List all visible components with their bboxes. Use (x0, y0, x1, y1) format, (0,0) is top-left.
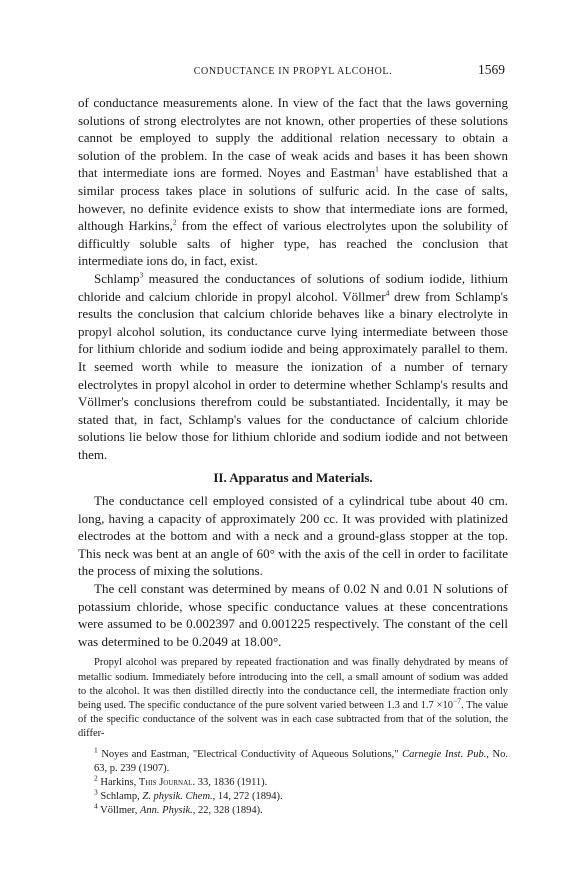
footnote-3: $^3$ Schlamp, Z. physik. Chem., 14, 272 (1894). (94, 787, 283, 803)
paragraph-1: of conductance measurements alone. In view of the fact that the laws governing solutions of strong electrolytes are not known, other properties of these solutions cannot be employed to supply the additional relation necessary to obtain a solution of the problem. In the case of weak acids and bases it has been shown that intermediate ions are formed. Noyes and Eastman$^1$ have established that a similar process takes place in solutions of sulfuric acid. In the case of salts, however, no definite evidence exists to show that intermediate ions are formed, although Harkins,$^2$ from the effect of various electrolytes upon the solubility of difficultly soluble salts of higher type, has reached the conclusion that intermediate ions do, in fact, exist. (78, 95, 508, 269)
paragraph-4: The cell constant was determined by means of 0.02 N and 0.01 N solutions of potassium chloride, whose specific conductance values at these concentrations were assumed to be 0.002397 and 0.001225 respectively. The constant of the cell was determined to be 0.2049 at 18.00°. (78, 581, 508, 649)
paragraph-3: The conductance cell employed consisted of a cylindrical tube about 40 cm. long, having a capacity of approximately 200 cc. It was provided with platinized electrodes at the bottom and with a neck and a ground-glass stopper at the top. This neck was bent at an angle of 60° with the axis of the cell in order to facilitate the process of mixing the solutions. (78, 493, 508, 579)
paragraph-2: Schlamp$^3$ measured the conductances of solutions of sodium iodide, lithium chloride and calcium chloride in propyl alcohol. Völlmer$^4$ drew from Schlamp's results the conclusion that calcium chloride behaves like a binary electrolyte in propyl alcohol solution, its conductance curve lying intermediate between those for lithium chloride and sodium iodide and being approximately parallel to them. It seemed worth while to measure the ionization of a number of ternary electrolytes in propyl alcohol in order to determine whether Schlamp's results and Völlmer's conclusions therefrom could be substantiated. Incidentally, it may be stated that, in fact, Schlamp's values for the conductance of calcium chloride solutions lie below those for lithium chloride and sodium iodide and not between them. (78, 270, 508, 462)
exponent: −7 (452, 696, 461, 706)
body-text (78, 94, 508, 819)
footnotes (78, 745, 508, 819)
running-title: CONDUCTANCE IN PROPYL ALCOHOL. (193, 66, 393, 77)
page-number: 1569 (478, 62, 505, 77)
small-print-block (78, 656, 508, 741)
footnote-ref-2: 2 (172, 217, 177, 227)
footnote-ref-1: 1 (375, 165, 379, 175)
paragraph-5: Propyl alcohol was prepared by repeated fractionation and was finally dehydrated by means of metallic sodium. Immediately before introducing into the cell, a small amount of sodium was added to the alcohol. It was then distilled directly into the conductance cell, the intermediate fraction only being used. The specific conductance of the pure solvent varied between 1.3 and $1.7 \times 10^{-7}$. The value of the specific conductance of the solvent was in each case subtracted from that of the solution, the differ- (78, 657, 509, 740)
section-heading: II. Apparatus and Materials. (213, 470, 373, 486)
footnote-ref-3: 3 (139, 270, 144, 280)
footnote-ref-4: 4 (385, 288, 390, 298)
footnote-4: $^4$ Völlmer, Ann. Physik., 22, 328 (1894). (94, 801, 263, 817)
footnote-2: $^2$ Harkins, This Journal. 33, 1836 (1911). (94, 773, 268, 789)
footnote-1: $^1$ Noyes and Eastman, "Electrical Conductivity of Aqueous Solutions," Carnegie Inst. Pub., No. 63, p. 239 (1907). (94, 745, 508, 774)
